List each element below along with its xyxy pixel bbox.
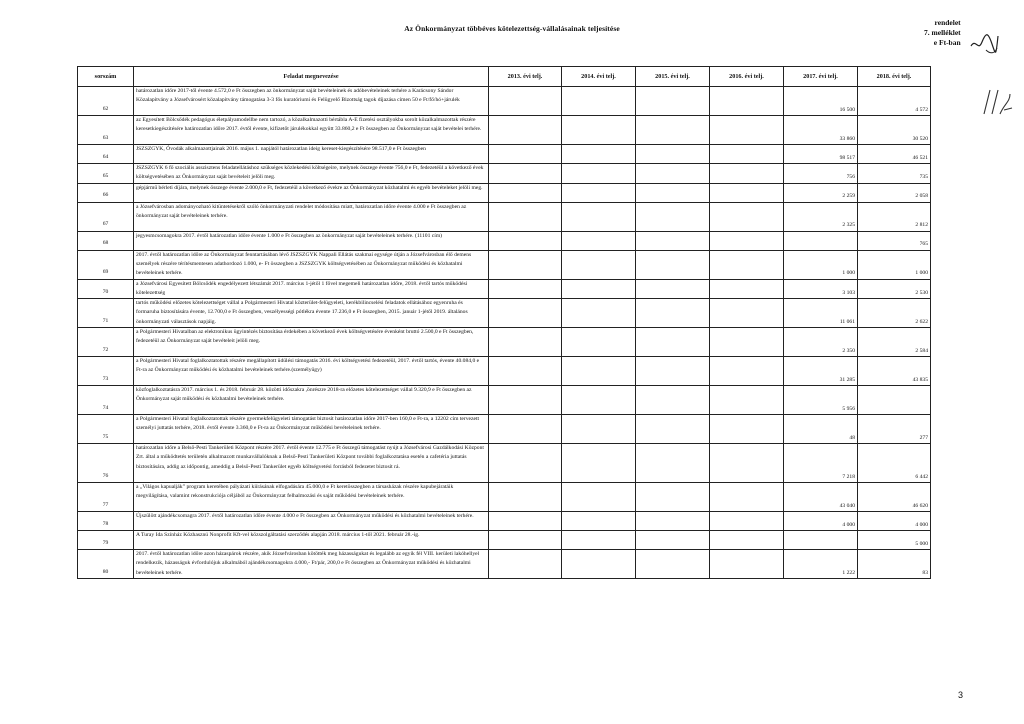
value-2018: 46 521 (858, 145, 931, 164)
value-2015 (636, 250, 710, 279)
table-row (78, 164, 931, 184)
value-2015 (636, 531, 710, 550)
table-row (78, 415, 931, 444)
row-number: 66 (78, 183, 134, 202)
table-row (78, 87, 931, 116)
row-number: 72 (78, 328, 134, 357)
row-description: gépjármű bérleti díjára, melynek összege évente 2.000,0 e Ft, fedezetéül a következő évekre az Önkormányzat közhatalmi és egyéb bevételeket jelöli meg. (134, 183, 489, 202)
value-2014 (562, 183, 636, 202)
value-2017: 1 000 (784, 250, 858, 279)
value-2018 (858, 386, 931, 415)
value-2016 (710, 145, 784, 164)
value-2014 (562, 512, 636, 531)
row-description: a Józsefvárosban adományozható kitüntetésekről szóló önkormányzati rendelet módosítása miatt, határozatlan időre évente 4.000 e Ft összegben az önkormányzat saját bevételeinek terhére. (134, 202, 489, 231)
value-2017: 5 956 (784, 386, 858, 415)
value-2018: 83 (858, 550, 931, 579)
value-2017 (784, 531, 858, 550)
value-2013 (489, 444, 562, 483)
value-2014 (562, 550, 636, 579)
table-header-row (78, 67, 931, 87)
value-2016 (710, 231, 784, 250)
header-2017: 2017. évi telj. (784, 67, 858, 87)
table-row (78, 386, 931, 415)
table-row (78, 183, 931, 202)
value-2016 (710, 512, 784, 531)
value-2017: 3 103 (784, 279, 858, 299)
value-2013 (489, 328, 562, 357)
annex-line-melleklet: 7. melléklet (924, 28, 961, 37)
row-number: 75 (78, 415, 134, 444)
value-2016 (710, 328, 784, 357)
value-2016 (710, 202, 784, 231)
value-2018: 2 622 (858, 299, 931, 328)
value-2017: 4 000 (784, 512, 858, 531)
table-row (78, 250, 931, 279)
value-2016 (710, 415, 784, 444)
value-2018: 4 000 (858, 512, 931, 531)
table-row (78, 328, 931, 357)
value-2018: 2 058 (858, 183, 931, 202)
value-2018: 2 812 (858, 202, 931, 231)
value-2018: 765 (858, 231, 931, 250)
row-description: JSZSZGYK 6 fő szociális asszisztens feladatellátáshoz szükséges közlekedési költségeire, melynek összege évente 756,0 e Ft, fedezetéül a következő évek költségvetésében az Önkormányzat saját bevételeit jelöli meg. (134, 164, 489, 184)
value-2014 (562, 299, 636, 328)
row-number: 76 (78, 444, 134, 483)
row-number: 77 (78, 483, 134, 512)
value-2014 (562, 415, 636, 444)
value-2014 (562, 531, 636, 550)
value-2013 (489, 531, 562, 550)
value-2014 (562, 483, 636, 512)
table-row (78, 279, 931, 299)
value-2014 (562, 116, 636, 145)
value-2018: 1 000 (858, 250, 931, 279)
row-description: JSZSZGYK, Óvodák alkalmazottjainak 2016. május 1. napjától határozatlan ideig kereset-kiegészítésére 98.517,0 e Ft összegben (134, 145, 489, 164)
value-2014 (562, 202, 636, 231)
value-2016 (710, 183, 784, 202)
value-2016 (710, 87, 784, 116)
value-2015 (636, 164, 710, 184)
value-2018: 4 572 (858, 87, 931, 116)
value-2017: 43 040 (784, 483, 858, 512)
row-description: 2017. évtől határozatlan időre azon házaspárok részére, akik Józsefvárosban kötötték meg házasságukat és legalább az egyik fél VIII. kerületi lakóhellyel rendelkezik, házasságuk évfordulójuk alkalmából ajándékcsomagokra 4.000,- Ft/pár, 200,0 e Ft összegben az Önkormányzat működési és közhatalmi bevételeinek terhére. (134, 550, 489, 579)
table-row (78, 531, 931, 550)
value-2013 (489, 483, 562, 512)
row-description: határozatlan időre a Belső-Pesti Tankerületi Központ részére 2017. évtől évente 12.775 e Ft összegű támogatást nyújt a Józsefvárosi Gazdálkodási Központ Zrt. által a működtetés területén alkalmazott munkavállalóknak a Belső-Pesti Tankerületi Központ további foglalkoztatása esetén a cafetéria juttatás biztosítására, addig az időpontig, ameddig a Belső-Pesti Tankerület egyéb költségvetési forrásból fedezetet biztosít rá. (134, 444, 489, 483)
header-2018: 2018. évi telj. (858, 67, 931, 87)
header-sorszam: sorszám (78, 67, 134, 87)
value-2016 (710, 444, 784, 483)
value-2015 (636, 512, 710, 531)
row-description: a Polgármesteri Hivatal foglalkoztatottak részére megállapított üdülési támogatás 2016. évi költségvetési fedezetéül, 2017. évtől tartós, évente 40.084,0 e Ft-ra az Önkormányzat működési és közhatalmi bevételeinek terhére.(személyügy) (134, 357, 489, 386)
row-number: 74 (78, 386, 134, 415)
value-2013 (489, 299, 562, 328)
value-2015 (636, 328, 710, 357)
annex-label (924, 18, 961, 48)
row-description: a Polgármesteri Hivatalban az elektronikus ügyintézés biztosítása érdekében a következő évek költségvetésére évenként bruttó 2.500,0 e Ft összegben, fedezetéül az Önkormányzat saját bevételeit jelöli meg. (134, 328, 489, 357)
row-number: 68 (78, 231, 134, 250)
value-2016 (710, 299, 784, 328)
value-2017: 756 (784, 164, 858, 184)
value-2018: 5 000 (858, 531, 931, 550)
row-description: közfoglalkoztatásra 2017. március 1. és 2018. február 28. közötti időszakra ,önrészre 2018-ra előzetes kötelezettséget vállal 9.320,9 e Ft összegben az Önkormányzat saját működési és közhatalmi bevételeinek terhére. (134, 386, 489, 415)
commitments-table (77, 66, 931, 579)
value-2013 (489, 386, 562, 415)
table-row (78, 145, 931, 164)
row-number: 70 (78, 279, 134, 299)
handwritten-scribble-icon (968, 26, 1000, 58)
value-2018: 2 584 (858, 328, 931, 357)
value-2015 (636, 87, 710, 116)
value-2017: 11 061 (784, 299, 858, 328)
value-2017: 1 222 (784, 550, 858, 579)
value-2018: 43 835 (858, 357, 931, 386)
table-row (78, 357, 931, 386)
value-2017: 98 517 (784, 145, 858, 164)
row-description: Újszülött ajándékcsomagra 2017. évtől határozatlan időre évente 4.000 e Ft összegben az Önkormányzat működési és közhatalmi bevételeinek terhére. (134, 512, 489, 531)
value-2015 (636, 550, 710, 579)
value-2017: 31 285 (784, 357, 858, 386)
table-row (78, 483, 931, 512)
table-row (78, 231, 931, 250)
value-2013 (489, 183, 562, 202)
value-2015 (636, 299, 710, 328)
value-2014 (562, 250, 636, 279)
value-2016 (710, 386, 784, 415)
value-2017: 2 259 (784, 183, 858, 202)
value-2013 (489, 202, 562, 231)
value-2013 (489, 231, 562, 250)
row-description: határozatlan időre 2017-től évente 4.572,0 e Ft összegben az önkormányzat saját bevételeinek és adóbevételeinek terhére a Karácsony Sándor Közalapítvány a Józsefvárosért közalapítvány támogatása 3-3 fős kuratóriumi és Felügyelő Bizottság tagok díjazása címen 50 e Ft/fő/hó+járulék (134, 87, 489, 116)
row-number: 79 (78, 531, 134, 550)
row-number: 64 (78, 145, 134, 164)
row-number: 71 (78, 299, 134, 328)
row-number: 63 (78, 116, 134, 145)
value-2017: 2 350 (784, 328, 858, 357)
value-2014 (562, 279, 636, 299)
value-2018: 46 620 (858, 483, 931, 512)
table-row (78, 550, 931, 579)
value-2014 (562, 357, 636, 386)
value-2015 (636, 415, 710, 444)
row-description: tartós működési előzetes kötelezettséget vállal a Polgármesteri Hivatal közterület-felügyeleti, kerékbilincselési feladatok ellátásához egyenruha és formaruha biztosítására évente, 12.700,0 e Ft összegben, veszélyességi pótlékra évente 17.236,0 e Ft összegben, 2015. január 1-jétől 2019. általános önkormányzati választások napjáig. (134, 299, 489, 328)
row-description: a „Világos kapualják” program keretében pályázati kiírásának elfogadására 45.000,0 e Ft keretösszegben a társasházak részére kapubejáratáik megvilágítása, valamint rekonstrukciója céljából az Önkormányzat felhalmozási és saját működési bevételeinek terhére. (134, 483, 489, 512)
value-2014 (562, 164, 636, 184)
row-number: 69 (78, 250, 134, 279)
row-number: 80 (78, 550, 134, 579)
value-2015 (636, 279, 710, 299)
value-2016 (710, 357, 784, 386)
value-2013 (489, 164, 562, 184)
row-number: 62 (78, 87, 134, 116)
value-2014 (562, 231, 636, 250)
value-2014 (562, 386, 636, 415)
value-2013 (489, 357, 562, 386)
value-2013 (489, 250, 562, 279)
row-description: az Egyesített Bölcsődék pedagógus életpályamodellbe nem tartozó, a közalkalmazotti bértábla A-E fizetési osztályokba sorolt közalkalmazottak részére keresetkiegészítésére határozatlan időre 2017. évtől évente, kifizetőt járulékokkal együtt 33.860,2 e Ft összegben az Önkormányzat saját bevételei terhére. (134, 116, 489, 145)
value-2015 (636, 357, 710, 386)
value-2015 (636, 145, 710, 164)
value-2017: 33 860 (784, 116, 858, 145)
value-2016 (710, 550, 784, 579)
annex-line-unit: e Ft-ban (933, 38, 961, 47)
value-2014 (562, 145, 636, 164)
value-2018: 277 (858, 415, 931, 444)
value-2018: 30 520 (858, 116, 931, 145)
value-2013 (489, 145, 562, 164)
handwritten-page-mark-icon (980, 84, 1014, 120)
value-2017: 2 325 (784, 202, 858, 231)
row-number: 67 (78, 202, 134, 231)
row-description: a Józsefvárosi Egyesített Bölcsődék engedélyezett létszámát 2017. március 1-jétől 1 fővel megemeli határozatlan időre, 2018. évtől tartós működési kötelezettség (134, 279, 489, 299)
table-row (78, 444, 931, 483)
row-description: jegyesmcsomagokra 2017. évtől határozatlan időre évente 1.000 e Ft összegben az önkormányzat saját bevételeinek terhére. (11101 cím) (134, 231, 489, 250)
page-number: 3 (958, 690, 964, 700)
value-2015 (636, 231, 710, 250)
value-2017: 48 (784, 415, 858, 444)
header-2016: 2016. évi telj. (710, 67, 784, 87)
value-2017: 16 500 (784, 87, 858, 116)
value-2015 (636, 202, 710, 231)
value-2013 (489, 415, 562, 444)
document-title: Az Önkormányzat többéves kötelezettség-vállalásainak teljesítése (404, 24, 620, 33)
value-2017 (784, 231, 858, 250)
value-2013 (489, 512, 562, 531)
row-description: A Turay Ida Színház Közhasznú Nonprofit Kft-vel közszolgáltatási szerződés alapján 2018. március 1-től 2021. február 28.-ig. (134, 531, 489, 550)
value-2015 (636, 386, 710, 415)
row-number: 78 (78, 512, 134, 531)
value-2016 (710, 279, 784, 299)
value-2017: 7 218 (784, 444, 858, 483)
value-2016 (710, 531, 784, 550)
table-row (78, 116, 931, 145)
header-2014: 2014. évi telj. (562, 67, 636, 87)
row-description: 2017. évtől határozatlan időre az Önkormányzat fenntartásában lévő JSZSZGYK Nappali Ellátás szakmai egysége útján a Józsefvárosban élő demens személyek részére térítésmentesen adathordozó 1.000, e- Ft összegben a JSZSZGYK költségvetésében az Önkormányzat működési és közhatalmi bevételeinek terhére. (134, 250, 489, 279)
value-2016 (710, 116, 784, 145)
table-row (78, 202, 931, 231)
value-2018: 6 442 (858, 444, 931, 483)
value-2013 (489, 550, 562, 579)
header-2013: 2013. évi telj. (489, 67, 562, 87)
value-2013 (489, 116, 562, 145)
value-2018: 735 (858, 164, 931, 184)
row-number: 65 (78, 164, 134, 184)
table-row (78, 299, 931, 328)
value-2014 (562, 87, 636, 116)
value-2015 (636, 116, 710, 145)
value-2016 (710, 164, 784, 184)
value-2014 (562, 444, 636, 483)
table-row (78, 512, 931, 531)
value-2018: 2 530 (858, 279, 931, 299)
value-2013 (489, 279, 562, 299)
value-2013 (489, 87, 562, 116)
value-2015 (636, 483, 710, 512)
row-number: 73 (78, 357, 134, 386)
value-2015 (636, 183, 710, 202)
annex-line-rendelet: rendelet (934, 18, 961, 27)
header-2015: 2015. évi telj. (636, 67, 710, 87)
value-2016 (710, 250, 784, 279)
value-2016 (710, 483, 784, 512)
value-2015 (636, 444, 710, 483)
row-description: a Polgármesteri Hivatal foglalkoztatottak részére gyermekfelügyeleti támogatást biztosít határozatlan időre 2017-ben 160,0 e Ft-ra, a 12202 cím tervezett személyi juttatás terhére, 2018. évtől évente 3.360,0 e Ft-ra az Önkormányzat működési bevételeinek terhére. (134, 415, 489, 444)
value-2014 (562, 328, 636, 357)
header-feladat: Feladat megnevezése (134, 67, 489, 87)
